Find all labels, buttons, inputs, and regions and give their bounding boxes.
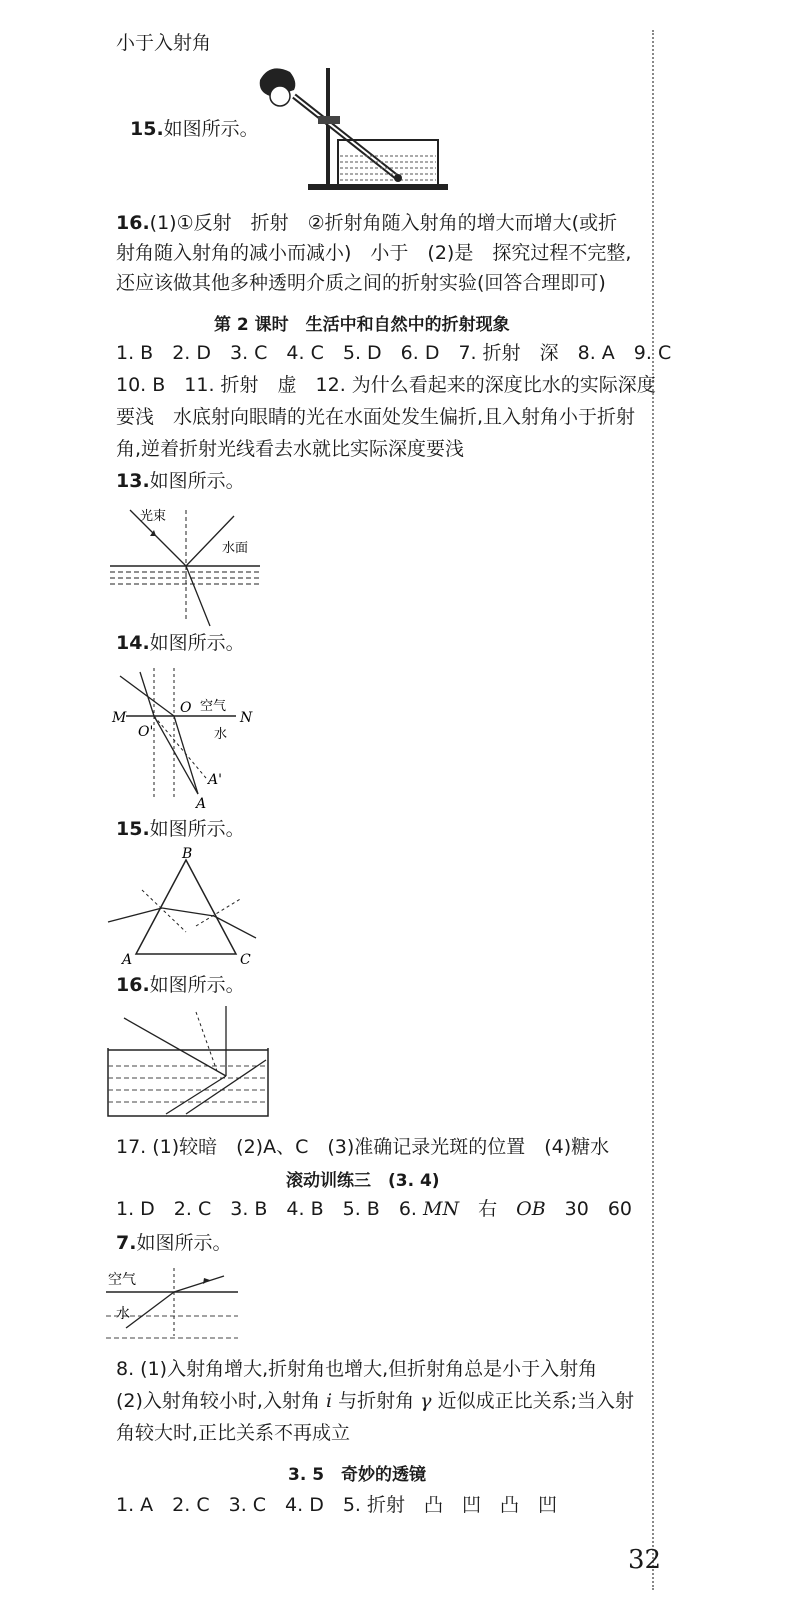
figure-observer-tank [250,60,450,200]
question-16-line2: 射角随入射角的减小而减小) 小于 (2)是 探究过程不完整, [116,242,632,264]
figure-water-tank [106,1004,276,1120]
question-15: 15.如图所示。 [130,118,259,140]
svg-text:空气: 空气 [200,699,227,714]
question-16b: 16.如图所示。 [116,974,245,996]
figure-refraction-beam [110,500,270,630]
figure-refraction-mn [110,660,270,810]
question-16-line3: 还应该做其他多种透明介质之间的折射实验(回答合理即可) [116,272,606,294]
svg-text:水: 水 [116,1306,130,1322]
question-17: 17. (1)较暗 (2)A、C (3)准确记录光斑的位置 (4)糖水 [116,1136,610,1158]
question-14: 14.如图所示。 [116,632,245,654]
question-8-line3: 角较大时,正比关系不再成立 [116,1422,351,1444]
svg-text:C: C [240,952,251,968]
question-16-line1: 16.(1)①反射 折射 ②折射角随入射角的增大而增大(或折 [116,212,618,234]
figure-air-water [106,1266,246,1346]
question-8-line2: (2)入射角较小时,入射角 i 与折射角 γ 近似成正比关系;当入射 [116,1390,634,1412]
question-8-line1: 8. (1)入射角增大,折射角也增大,但折射角总是小于入射角 [116,1358,598,1380]
figure-prism [106,846,266,966]
answer-line: 1. B 2. D 3. C 4. C 5. D 6. D 7. 折射 深 8. A 9. C [116,342,672,364]
section-heading: 3. 5 奇妙的透镜 [288,1465,427,1485]
question-7: 7.如图所示。 [116,1232,232,1254]
svg-text:A: A [196,796,207,812]
answer-line: 角,逆着折射光线看去水就比实际深度要浅 [116,438,465,460]
svg-text:水: 水 [214,727,228,742]
page-margin-dotted-line [652,30,654,1590]
svg-text:B: B [182,846,193,862]
page-number: 32 [628,1545,662,1575]
svg-text:N: N [240,710,253,726]
answer-line: 10. B 11. 折射 虚 12. 为什么看起来的深度比水的实际深度 [116,374,656,396]
answer-line: 1. A 2. C 3. C 4. D 5. 折射 凸 凹 凸 凹 [116,1494,557,1516]
svg-text:A': A' [208,772,222,788]
svg-text:M: M [112,710,127,726]
svg-text:O': O' [138,724,154,740]
section-heading: 第 2 课时 生活中和自然中的折射现象 [214,315,510,335]
answer-line: 小于入射角 [116,32,212,54]
question-15b: 15.如图所示。 [116,818,245,840]
svg-text:光束: 光束 [140,509,167,524]
svg-text:O: O [180,700,192,716]
answer-line: 要浅 水底射向眼睛的光在水面处发生偏折,且入射角小于折射 [116,406,636,428]
question-13: 13.如图所示。 [116,470,245,492]
svg-text:空气: 空气 [108,1272,136,1288]
answer-line: 1. D 2. C 3. B 4. B 5. B 6. MN 右 OB 30 60 [116,1198,633,1220]
section-heading: 滚动训练三 (3. 4) [286,1171,440,1191]
svg-text:A: A [122,952,133,968]
svg-text:水面: 水面 [222,541,249,556]
